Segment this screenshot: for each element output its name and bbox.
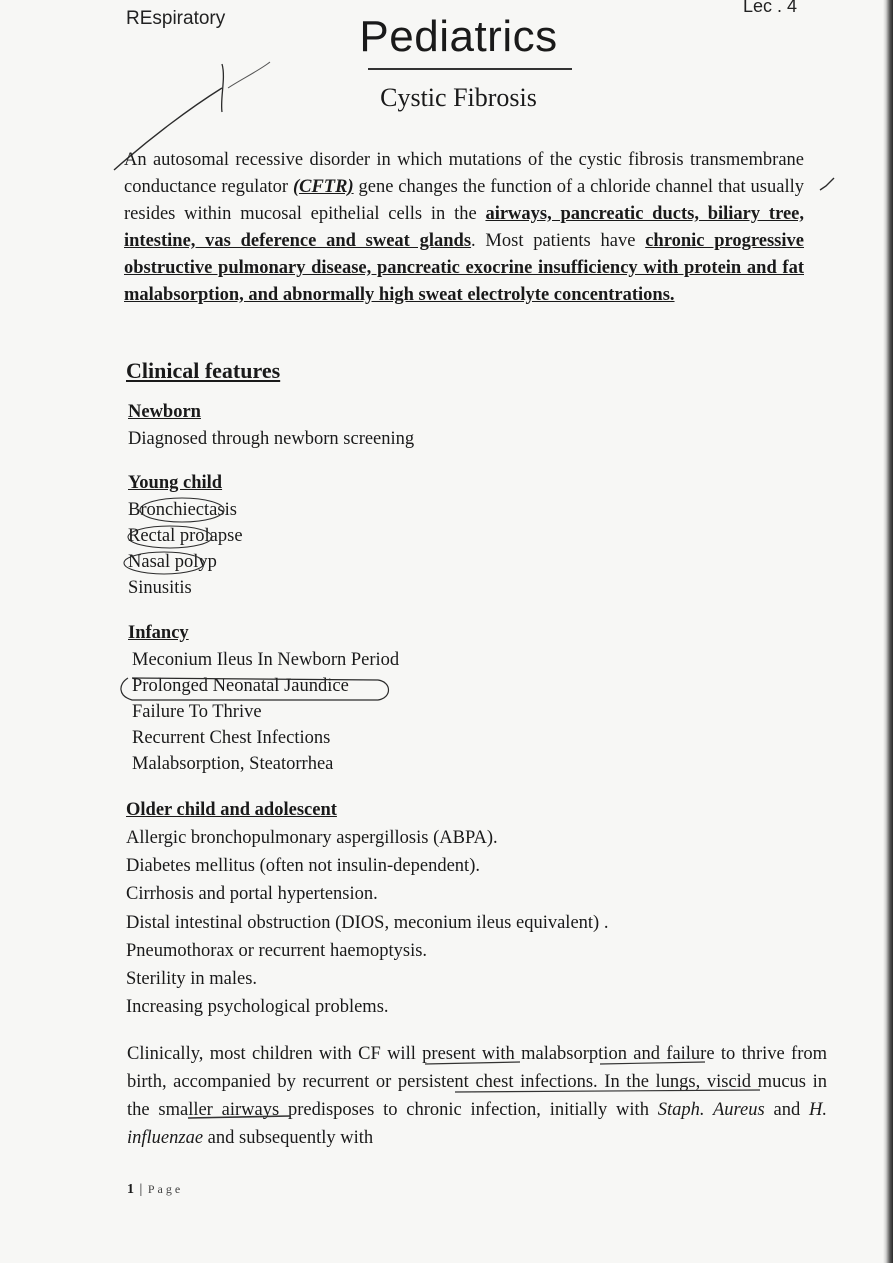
infancy-section	[128, 621, 399, 777]
newborn-list	[128, 426, 414, 452]
newborn-section	[128, 400, 414, 452]
list-item: Nasal polyp	[128, 552, 217, 572]
page-title: Pediatrics	[359, 12, 558, 61]
list-item: Failure To Thrive	[132, 702, 262, 722]
page-number: 1	[127, 1182, 135, 1197]
list-item: Diabetes mellitus (often not insulin-dependent).	[126, 856, 480, 877]
intro-text-2: gene changes the function of a chloride channel that usually resides within mucosal epithelial cells in the	[124, 177, 804, 224]
list-item: Diagnosed through newborn screening	[128, 429, 415, 449]
older-child-heading: Older child and adolescent	[126, 800, 337, 820]
list-item: Distal intestinal obstruction (DIOS, meconium ileus equivalent) .	[126, 912, 609, 933]
list-item: Recurrent Chest Infections	[132, 728, 331, 748]
page-label: Page	[147, 1182, 184, 1196]
young-child-heading: Young child	[128, 473, 223, 493]
main-features: chronic progressive obstructive pulmonary disease, pancreatic exocrine insufficiency with protein and fat malabsorption, and abnormally high sweat electrolyte concentrations.	[124, 231, 804, 305]
newborn-heading: Newborn	[128, 402, 201, 422]
list-item: Rectal prolapse	[128, 526, 243, 546]
list-item: Malabsorption, Steatorrhea	[132, 754, 334, 774]
footer-separator: |	[139, 1182, 144, 1197]
cftr-gene: (CFTR)	[292, 177, 354, 197]
closing-text-1: Clinically, most children with CF will present with malabsorption and failure to thrive from birth, accompanied by recurrent or persistent chest infections. In the lungs, viscid mucus in the smaller airways predisposes to chronic infection, initially with	[127, 1044, 827, 1120]
list-item: Allergic bronchopulmonary aspergillosis (ABPA).	[126, 828, 498, 848]
clinical-features-heading: Clinical features	[126, 358, 281, 383]
closing-text-2: and	[764, 1100, 810, 1120]
handwritten-subject: REspiratory	[126, 8, 226, 29]
young-child-section	[128, 471, 243, 601]
page-edge-shadow	[883, 0, 893, 1263]
list-item: Increasing psychological problems.	[126, 997, 389, 1018]
page-subtitle: Cystic Fibrosis	[380, 83, 537, 112]
intro-text-1: An autosomal recessive disorder in which mutations of the cystic fibrosis transmembrane conductance regulator	[124, 150, 804, 197]
list-item: Cirrhosis and portal hypertension.	[126, 884, 378, 905]
affected-sites: airways, pancreatic ducts, biliary tree, intestine, vas deference and sweat glands	[124, 204, 805, 251]
title-underline	[368, 68, 572, 70]
older-child-section	[126, 798, 608, 1021]
infancy-list	[128, 647, 399, 777]
list-item: Prolonged Neonatal Jaundice	[132, 676, 349, 696]
page-footer	[127, 1182, 183, 1198]
handwritten-lecture-number: Lec . 4	[742, 0, 797, 16]
closing-text-3: and subsequently with	[203, 1128, 374, 1148]
list-item: Pneumothorax or recurrent haemoptysis.	[126, 940, 428, 961]
young-child-list	[128, 497, 243, 601]
organism-staph: Staph. Aureus	[657, 1100, 765, 1120]
organism-h-influenzae: H. influenzae	[127, 1100, 828, 1148]
list-item: Meconium Ileus In Newborn Period	[132, 650, 400, 670]
older-child-list	[126, 824, 608, 1021]
intro-paragraph	[124, 147, 804, 309]
infancy-heading: Infancy	[128, 623, 189, 643]
list-item: Sterility in males.	[126, 969, 258, 990]
closing-paragraph	[127, 1040, 827, 1152]
list-item: Bronchiectasis	[128, 500, 237, 520]
list-item: Sinusitis	[128, 578, 192, 598]
intro-text-3: . Most patients have	[471, 231, 646, 251]
